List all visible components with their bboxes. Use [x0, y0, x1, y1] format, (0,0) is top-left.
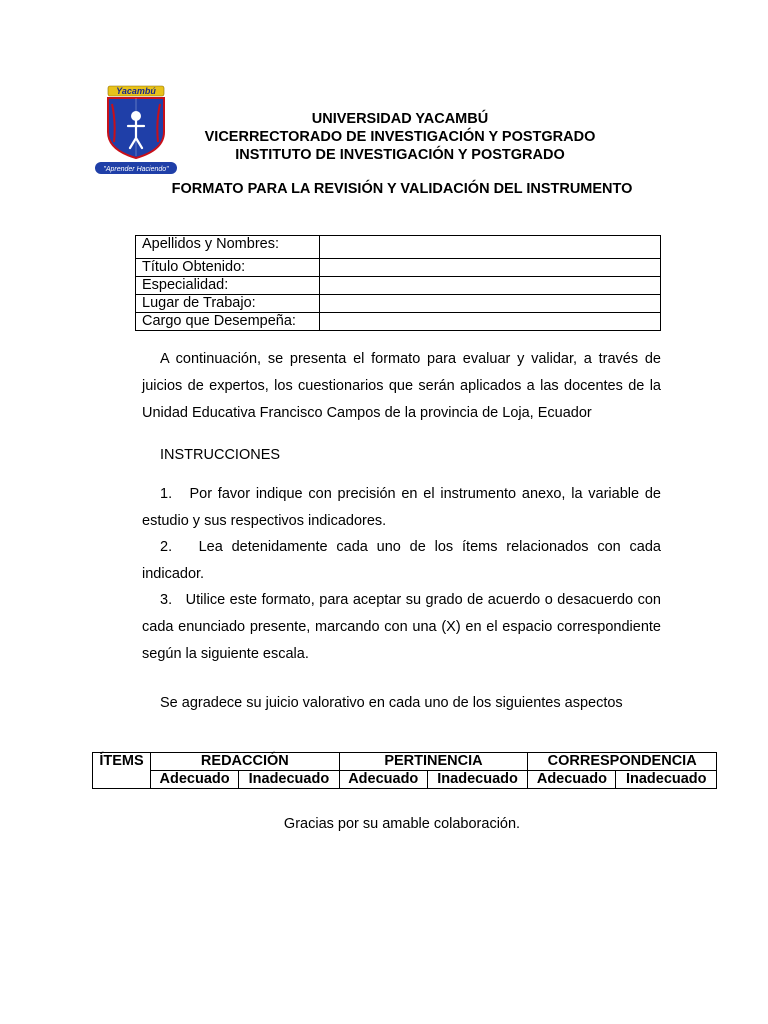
info-label: Título Obtenido:	[136, 259, 320, 277]
table-row	[136, 277, 661, 295]
info-value-field[interactable]	[320, 259, 661, 277]
info-label: Especialidad:	[136, 277, 320, 295]
table-row	[93, 771, 717, 789]
instructions-title: INSTRUCCIONES	[160, 447, 281, 463]
institute-name: INSTITUTO DE INVESTIGACIÓN Y POSTGRADO	[235, 147, 565, 163]
instruction-item: 1. Por favor indique con precisión en el instrumento anexo, la variable de estudio y sus respectivos indicadores.	[142, 486, 661, 529]
sub-header-inadecuado: Inadecuado	[239, 771, 339, 789]
group-header-redaccion: REDACCIÓN	[151, 753, 340, 771]
university-name: UNIVERSIDAD YACAMBÚ	[311, 111, 489, 127]
instruction-item: 2. Lea detenidamente cada uno de los ítems relacionados con cada indicador.	[142, 539, 661, 582]
sub-header-adecuado: Adecuado	[151, 771, 239, 789]
vice-rectorate-name: VICERRECTORADO DE INVESTIGACIÓN Y POSTGRADO	[204, 129, 596, 145]
aspects-line: Se agradece su juicio valorativo en cada uno de los siguientes aspectos	[160, 695, 623, 711]
group-header-correspondencia: CORRESPONDENCIA	[528, 753, 717, 771]
sub-header-adecuado: Adecuado	[528, 771, 616, 789]
table-row	[136, 259, 661, 277]
table-row	[136, 295, 661, 313]
info-value-field[interactable]	[320, 236, 661, 259]
sub-header-adecuado: Adecuado	[339, 771, 427, 789]
info-value-field[interactable]	[320, 295, 661, 313]
instruction-item: 3. Utilice este formato, para aceptar su grado de acuerdo o desacuerdo con cada enunciado presente, marcando con una (X) en el espacio correspondiente según la siguiente escala.	[142, 592, 661, 662]
table-row	[136, 313, 661, 331]
info-label: Apellidos y Nombres:	[136, 236, 320, 259]
info-label: Lugar de Trabajo:	[136, 295, 320, 313]
info-label: Cargo que Desempeña:	[136, 313, 320, 331]
form-title: FORMATO PARA LA REVISIÓN Y VALIDACIÓN DEL INSTRUMENTO	[171, 181, 633, 197]
info-value-field[interactable]	[320, 277, 661, 295]
items-header: ÍTEMS	[93, 753, 151, 789]
evaluation-table	[92, 752, 717, 789]
evaluator-info-table	[135, 235, 661, 331]
logo-banner-text: Yacambú	[116, 86, 156, 96]
sub-header-inadecuado: Inadecuado	[427, 771, 527, 789]
group-header-pertinencia: PERTINENCIA	[339, 753, 528, 771]
intro-paragraph: A continuación, se presenta el formato para evaluar y validar, a través de juicios de expertos, los cuestionarios que serán aplicados a las docentes de la Unidad Educativa Francisco Campos de la provincia de Loja, Ecuador	[142, 351, 661, 421]
sub-header-inadecuado: Inadecuado	[616, 771, 717, 789]
info-value-field[interactable]	[320, 313, 661, 331]
closing-line: Gracias por su amable colaboración.	[283, 816, 521, 832]
table-row	[136, 236, 661, 259]
table-row	[93, 753, 717, 771]
logo-motto-text: "Aprender Haciendo"	[103, 166, 169, 173]
